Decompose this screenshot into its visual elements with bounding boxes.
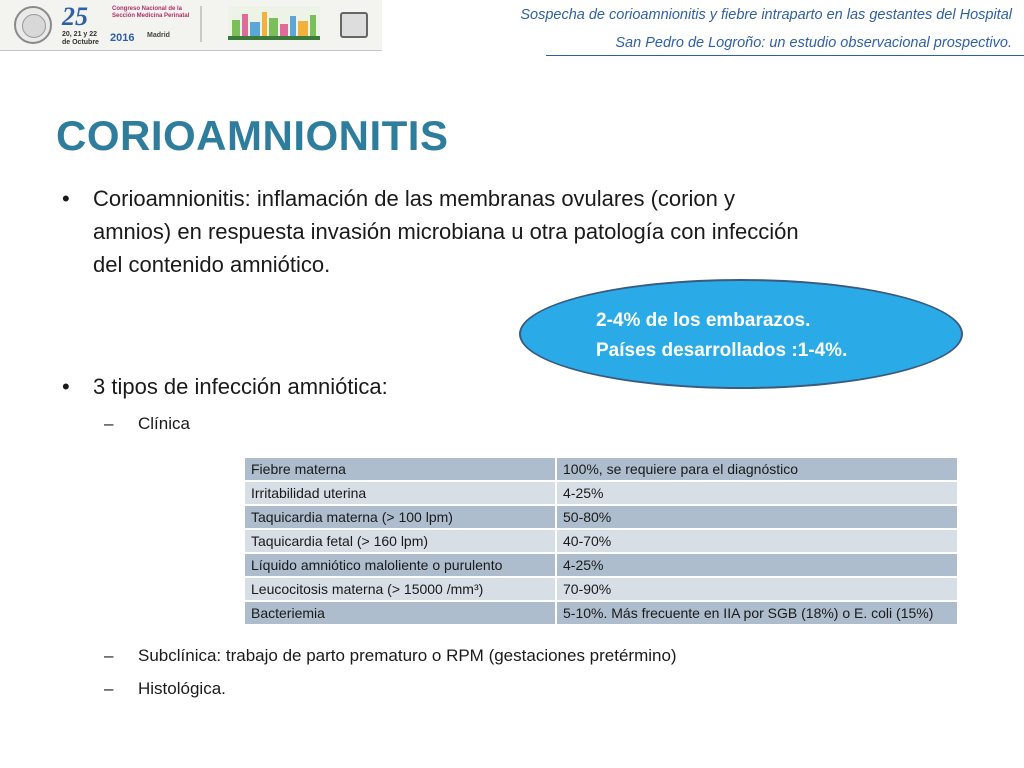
sub-item-histologica: Histológica. [138, 679, 226, 698]
finding-cell: Fiebre materna [245, 457, 556, 481]
phone-icon [340, 12, 368, 38]
definition-line-1: Corioamnionitis: inflamación de las membranas ovulares (corion y [93, 186, 735, 211]
sub-item-clinica: Clínica [138, 414, 190, 433]
congress-name: Congreso Nacional de la Sección Medicina Perinatal [112, 6, 190, 19]
congress-year: 2016 [110, 32, 135, 44]
frequency-cell: 40-70% [556, 529, 957, 553]
frequency-cell: 70-90% [556, 577, 957, 601]
finding-cell: Bacteriemia [245, 601, 556, 624]
table-row [245, 553, 957, 577]
frequency-cell: 100%, se requiere para el diagnóstico [556, 457, 957, 481]
slide-title: CORIOAMNIONITIS [56, 112, 449, 159]
bullet-icon: • [62, 374, 70, 399]
table-row [245, 529, 957, 553]
frequency-cell: 5-10%. Más frecuente en IIA por SGB (18%) o E. coli (15%) [556, 601, 957, 624]
header-underline [546, 55, 1024, 56]
congress-banner [0, 0, 382, 51]
header-title-line-2: San Pedro de Logroño: un estudio observacional prospectivo. [615, 35, 1012, 51]
sub-item-subclinica: Subclínica: trabajo de parto prematuro o RPM (gestaciones pretérmino) [138, 646, 677, 665]
finding-cell: Taquicardia materna (> 100 lpm) [245, 505, 556, 529]
definition-line-3: del contenido amniótico. [93, 252, 331, 277]
table-row [245, 601, 957, 624]
table-row [245, 577, 957, 601]
dash-icon: – [104, 646, 114, 665]
university-seal-logo [14, 6, 52, 44]
definition-line-2: amnios) en respuesta invasión microbiana u otra patología con infección [93, 219, 799, 244]
finding-cell: Taquicardia fetal (> 160 lpm) [245, 529, 556, 553]
banner-divider [200, 6, 202, 42]
finding-cell: Irritabilidad uterina [245, 481, 556, 505]
finding-cell: Leucocitosis materna (> 15000 /mm³) [245, 577, 556, 601]
header-title-line-1: Sospecha de corioamnionitis y fiebre intraparto en las gestantes del Hospital [520, 7, 1012, 23]
table-row [245, 481, 957, 505]
frequency-cell: 50-80% [556, 505, 957, 529]
callout-line-2: Países desarrollados :1-4%. [596, 340, 848, 361]
callout-line-1: 2-4% de los embarazos. [596, 310, 811, 331]
table-row [245, 505, 957, 529]
congress-city: Madrid [147, 32, 170, 39]
dash-icon: – [104, 679, 114, 698]
clinical-findings-table [245, 456, 957, 624]
table-row [245, 457, 957, 481]
frequency-cell: 4-25% [556, 481, 957, 505]
congress-dates: 20, 21 y 22 de Octubre [62, 31, 99, 46]
madrid-skyline-logo [228, 6, 320, 40]
dash-icon: – [104, 414, 114, 433]
frequency-cell: 4-25% [556, 553, 957, 577]
infection-types-heading: 3 tipos de infección amniótica: [93, 374, 388, 399]
congress-number: 25 [62, 2, 88, 31]
bullet-icon: • [62, 186, 70, 211]
finding-cell: Líquido amniótico maloliente o purulento [245, 553, 556, 577]
